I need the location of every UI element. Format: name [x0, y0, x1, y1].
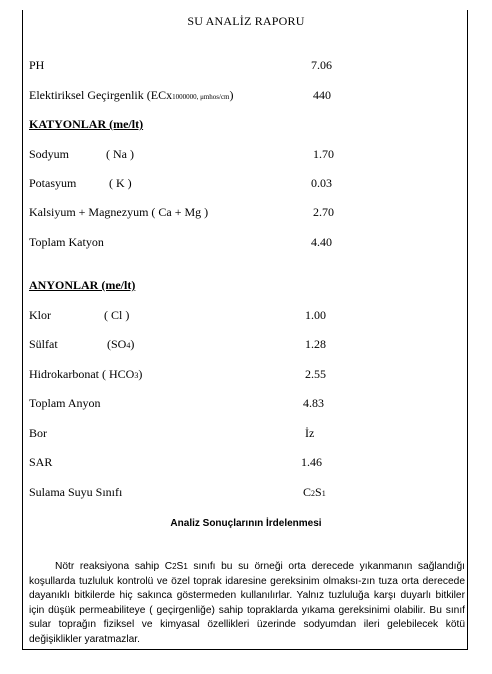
anion-label: Hidrokarbonat ( HCO3)	[29, 367, 143, 381]
cation-value: 1.70	[313, 147, 334, 161]
sar-value: 1.46	[301, 455, 322, 469]
cation-value: 2.70	[313, 205, 334, 219]
ph-value: 7.06	[311, 58, 332, 72]
report-frame	[22, 10, 468, 650]
anion-value: 1.28	[305, 337, 326, 351]
cation-label: Sodyum	[29, 147, 70, 161]
report-title: SU ANALİZ RAPORU	[187, 14, 305, 28]
cations-heading: KATYONLAR (me/lt)	[29, 117, 144, 131]
anion-label: Sülfat	[29, 337, 58, 351]
bor-label: Bor	[29, 426, 47, 440]
ph-label: PH	[29, 58, 45, 72]
cation-symbol: ( Na )	[106, 147, 134, 161]
anion-label: Klor	[29, 308, 51, 322]
anion-symbol: (SO4)	[107, 337, 135, 351]
cation-label: Kalsiyum + Magnezyum ( Ca + Mg )	[29, 205, 209, 219]
class-value: C2S1	[303, 485, 326, 499]
evaluation-paragraph: Nötr reaksiyona sahip C2S1 sınıfı bu su örneği orta derecede yıkanmanın sağlandığı koşullarda tuzluluk kontrolü ve özel toprak idaresine gereksinim olmaksı-zın tuza orta derecede dayanıklı bitkilerde hiç sakınca göstermeden kullanılırlar. Yalnız tuzluluğa karşı duyarlı bitkiler için düşük permeabiliteye ( geçirgenliğe) sahip topraklarda yıkama gereksinimi olabilir. Bu sınıf sular toprağın fiziksel ve kimyasal özellikleri üzerinde sodyumdan ileri gelebilecek kötü değişiklikler yaratmazlar.	[29, 561, 465, 645]
cation-value: 0.03	[311, 176, 332, 190]
anion-value: 1.00	[305, 308, 326, 322]
cation-label: Potasyum	[29, 176, 77, 190]
anion-value: 4.83	[303, 396, 324, 410]
cation-label: Toplam Katyon	[29, 235, 104, 249]
anions-heading: ANYONLAR (me/lt)	[29, 278, 136, 292]
ec-label: Elektiriksel Geçirgenlik (ECx1000000, μmhos/cm)	[29, 88, 234, 102]
class-label: Sulama Suyu Sınıfı	[29, 485, 123, 499]
anion-value: 2.55	[305, 367, 326, 381]
bor-value: İz	[305, 426, 315, 440]
evaluation-title: Analiz Sonuçlarının İrdelenmesi	[170, 518, 322, 529]
anion-label: Toplam Anyon	[29, 396, 101, 410]
anion-symbol: ( Cl )	[104, 308, 130, 322]
ec-value: 440	[313, 88, 331, 102]
cation-symbol: ( K )	[109, 176, 132, 190]
sar-label: SAR	[29, 455, 53, 469]
cation-value: 4.40	[311, 235, 332, 249]
